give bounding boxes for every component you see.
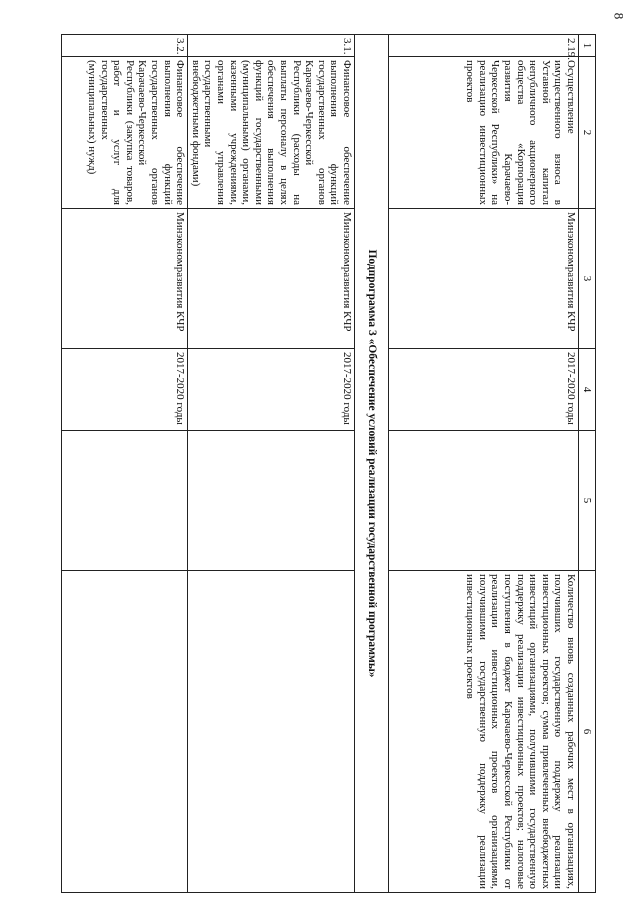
column-header: 1 xyxy=(579,35,596,57)
executor-cell: Минэкономразвития КЧР xyxy=(188,209,355,349)
result-cell xyxy=(62,431,188,571)
row-number: 2.19. xyxy=(389,35,579,57)
row-number: 3.2. xyxy=(62,35,188,57)
executor-cell: Минэкономразвития КЧР xyxy=(62,209,188,349)
column-number-row xyxy=(579,35,596,893)
measure-description: Осуществление имущественного взноса в Уставной капитал непубличного акционерного общества «Корпорация развития Карачаево-Черкесской Республики» на реализацию инвестиционных проектов xyxy=(389,57,579,209)
period-cell: 2017-2020 годы xyxy=(188,349,355,431)
indicators-cell: Количество вновь созданных рабочих мест в организациях, получивших государственную поддержку реализации инвестиционных проектов; сумма привлеченных внебюджетных инвестиций организациями, получившими государственную поддержку реализации инвестиционных проектов; налоговые поступления в бюджет Карачаево-Черкесской Республики от реализации инвестиционных проектов организациями, получившими государственную поддержку реализации инвестиционных проектов xyxy=(389,571,579,893)
program-table xyxy=(61,34,596,893)
period-cell: 2017-2020 годы xyxy=(62,349,188,431)
subprogram-row xyxy=(355,35,389,893)
indicators-cell xyxy=(62,571,188,893)
table-row xyxy=(188,35,355,893)
indicators-cell xyxy=(188,571,355,893)
table-row xyxy=(389,35,579,893)
column-header: 5 xyxy=(579,431,596,571)
measure-description: Финансовое обеспечение выполнения функций государственных органов Карачаево-Черкесской Республики (расходы на выплаты персоналу в целях обеспечения выполнения функций государственными (муниципальными) органами, казенными учреждениями, органами управления государственными внебюджетными фондами) xyxy=(188,57,355,209)
period-cell: 2017-2020 годы xyxy=(389,349,579,431)
executor-cell: Минэкономразвития КЧР xyxy=(389,209,579,349)
rotated-table-wrapper xyxy=(61,34,596,892)
subprogram-title: Подпрограмма 3 «Обеспечение условий реализации государственной программы» xyxy=(355,35,389,893)
table-row xyxy=(62,35,188,893)
column-header: 2 xyxy=(579,57,596,209)
result-cell xyxy=(389,431,579,571)
measure-description: Финансовое обеспечение выполнения функций государственных органов Карачаево-Черкесской Республики (закупка товаров, работ и услуг для государственных (муниципальных) нужд) xyxy=(62,57,188,209)
column-header: 3 xyxy=(579,209,596,349)
column-header: 6 xyxy=(579,571,596,893)
page-number: 8 xyxy=(611,12,627,20)
row-number: 3.1. xyxy=(188,35,355,57)
column-header: 4 xyxy=(579,349,596,431)
result-cell xyxy=(188,431,355,571)
